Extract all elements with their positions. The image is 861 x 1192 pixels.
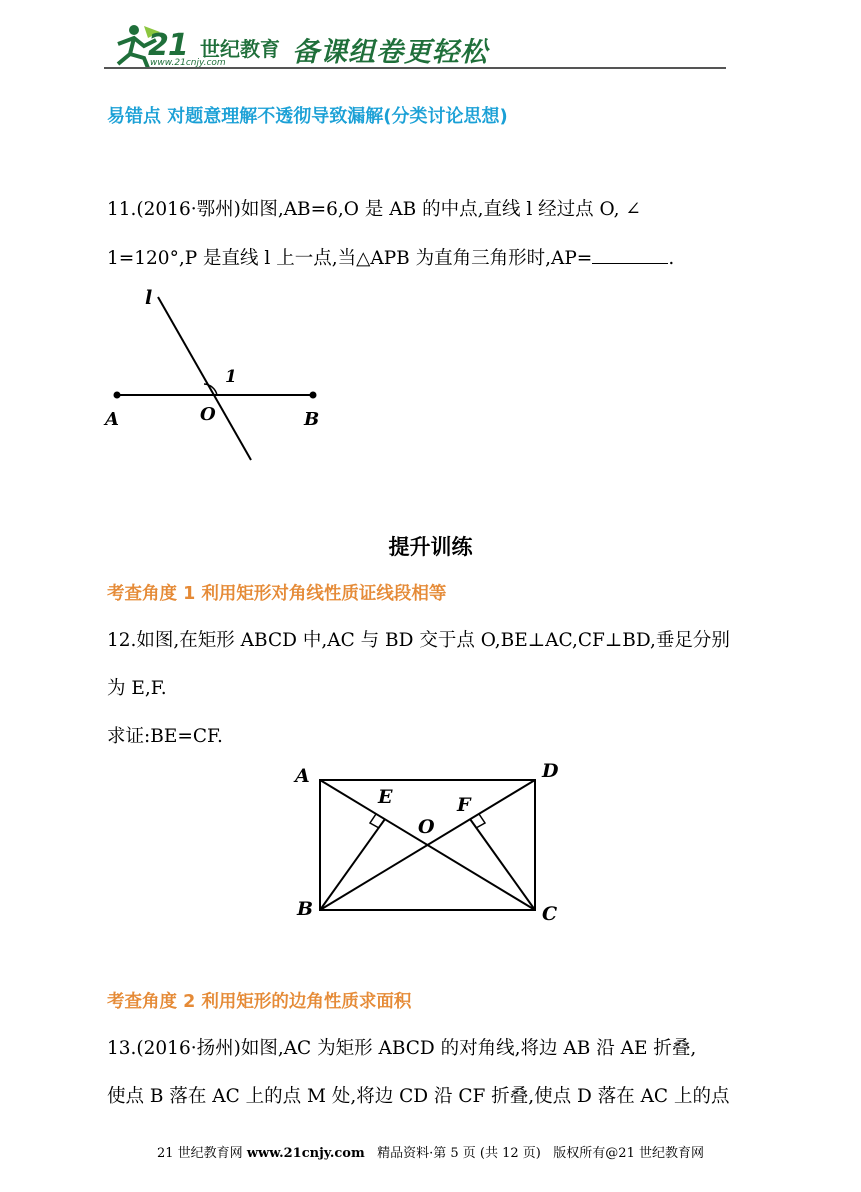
label-o: O: [418, 816, 435, 838]
segment-cf: [470, 819, 535, 910]
label-e: E: [378, 786, 393, 808]
page-footer: [0, 1142, 861, 1161]
q12-line3: 求证:BE=CF.: [107, 726, 223, 747]
q12-figure: [290, 755, 580, 930]
improve-section-title: 提升训练: [388, 535, 473, 559]
answer-blank[interactable]: [592, 245, 668, 264]
segment-be: [320, 819, 385, 910]
q13-line1: 13.(2016·扬州)如图,AC 为矩形 ABCD 的对角线,将边 AB 沿 AE 折叠,: [107, 1038, 697, 1059]
angle2-title: 考查角度 2 利用矩形的边角性质求面积: [107, 992, 412, 1012]
q11-line2: [107, 245, 674, 272]
label-a: A: [105, 409, 119, 430]
logo-url: www.21cnjy.com: [150, 58, 226, 68]
angle1-title: 考查角度 1 利用矩形对角线性质证线段相等: [107, 584, 447, 604]
error-section-title: 易错点 对题意理解不透彻导致漏解(分类讨论思想): [107, 106, 508, 127]
right-angle-f: [476, 814, 485, 828]
label-l: l: [145, 287, 153, 309]
label-angle-1: 1: [225, 367, 237, 387]
q11-line1: 11.(2016·鄂州)如图,AB=6,O 是 AB 的中点,直线 l 经过点 O, ∠: [107, 199, 641, 220]
logo-number: 21: [148, 28, 188, 63]
footer-url[interactable]: www.21cnjy.com: [246, 1146, 365, 1161]
point-a: [114, 392, 121, 399]
q13-line2: 使点 B 落在 AC 上的点 M 处,将边 CD 沿 CF 折叠,使点 D 落在 AC 上的点: [107, 1086, 730, 1107]
label-o: O: [200, 404, 216, 425]
footer-copyright: 版权所有@21 世纪教育网: [553, 1146, 704, 1161]
footer-page-number: 精品资料·第 5 页 (共 12 页): [377, 1146, 541, 1161]
label-c: C: [542, 903, 558, 925]
footer-site-name: 21 世纪教育网: [157, 1146, 243, 1161]
q11-line2-end: .: [668, 248, 675, 269]
q11-line2-text: 1=120°,P 是直线 l 上一点,当△APB 为直角三角形时,AP=: [107, 248, 593, 269]
q12-line2: 为 E,F.: [107, 678, 167, 699]
label-b: B: [304, 409, 320, 430]
label-f: F: [457, 794, 471, 816]
right-angle-e: [370, 814, 379, 828]
logo-name: 世纪教育: [200, 37, 280, 61]
label-a: A: [295, 765, 310, 787]
header-slogan: 备课组卷更轻松: [292, 37, 488, 68]
q12-line1: 12.如图,在矩形 ABCD 中,AC 与 BD 交于点 O,BE⊥AC,CF⊥BD,垂足分别: [107, 630, 730, 651]
header-divider: [104, 67, 726, 69]
label-d: D: [542, 760, 559, 782]
line-l: [158, 297, 251, 460]
label-b: B: [297, 898, 314, 920]
q11-figure: [95, 280, 335, 470]
point-b: [310, 392, 317, 399]
